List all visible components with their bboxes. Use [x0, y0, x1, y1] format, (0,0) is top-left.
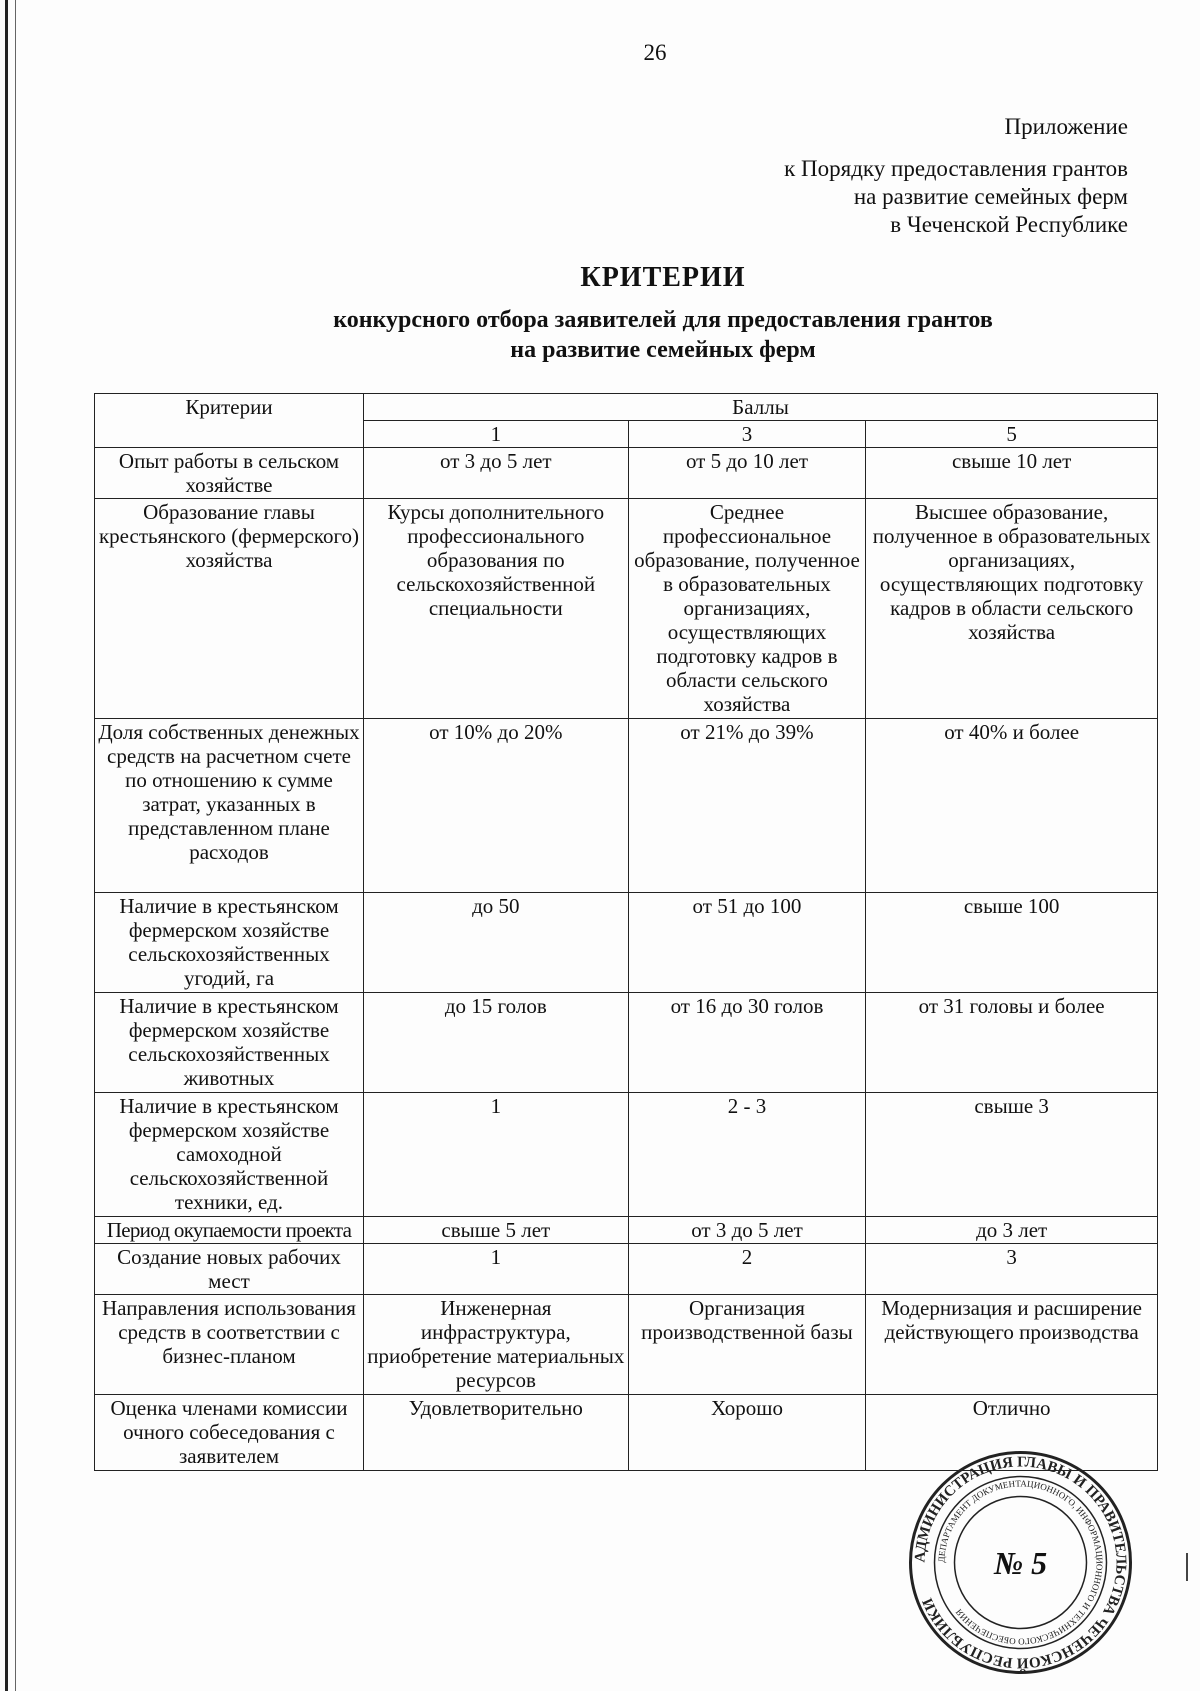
table-row [95, 448, 1158, 499]
score-cell: свыше 10 лет [866, 448, 1158, 499]
score-cell: от 16 до 30 голов [628, 993, 866, 1093]
points-header: Баллы [363, 394, 1157, 421]
criterion-cell: Наличие в крестьянском фермерском хозяйстве сельскохозяйственных угодий, га [95, 893, 364, 993]
point-value-header: 3 [628, 421, 866, 448]
point-value-header: 5 [866, 421, 1158, 448]
subtitle-line: на развитие семейных ферм [510, 337, 816, 363]
appendix-title: Приложение [1004, 114, 1128, 139]
score-cell: Высшее образование, полученное в образовательных организациях, осуществляющих подготовку кадров в области сельского хозяйства [866, 499, 1158, 719]
score-cell: до 15 голов [363, 993, 628, 1093]
criterion-cell: Наличие в крестьянском фермерском хозяйстве сельскохозяйственных животных [95, 993, 364, 1093]
criterion-cell: Наличие в крестьянском фермерском хозяйстве самоходной сельскохозяйственной техники, ед. [95, 1093, 364, 1217]
score-cell: от 40% и более [866, 719, 1158, 893]
margin-mark [1186, 1553, 1188, 1581]
criteria-header: Критерии [95, 394, 364, 448]
score-cell: свыше 100 [866, 893, 1158, 993]
criterion-cell: Создание новых рабочих мест [95, 1244, 364, 1295]
score-cell: от 5 до 10 лет [628, 448, 866, 499]
score-cell: свыше 3 [866, 1093, 1158, 1217]
criterion-cell: Оценка членами комиссии очного собеседования с заявителем [95, 1395, 364, 1471]
score-cell: Удовлетворительно [363, 1395, 628, 1471]
document-subtitle [0, 305, 1200, 365]
score-cell: от 21% до 39% [628, 719, 866, 893]
official-stamp [908, 1450, 1133, 1675]
criterion-cell: Опыт работы в сельском хозяйстве [95, 448, 364, 499]
stamp-number: № 5 [993, 1545, 1048, 1581]
score-cell: Организация производственной базы [628, 1295, 866, 1395]
appendix-ref-line: в Чеченской Республике [890, 212, 1128, 237]
score-cell: Курсы дополнительного профессионального образования по сельскохозяйственной специальности [363, 499, 628, 719]
table-row [95, 1295, 1158, 1395]
criterion-cell: Образование главы крестьянского (фермерского) хозяйства [95, 499, 364, 719]
stamp-inner-text: ДЕПАРТАМЕНТ ДОКУМЕНТАЦИОННОГО, ИНФОРМАЦИОННОГО И ТЕХНИЧЕСКОГО ОБЕСПЕЧЕНИЯ [936, 1478, 1105, 1647]
table-header-row [95, 394, 1158, 421]
score-cell: до 3 лет [866, 1217, 1158, 1244]
criterion-cell: Направления использования средств в соответствии с бизнес-планом [95, 1295, 364, 1395]
criterion-cell: Доля собственных денежных средств на расчетном счете по отношению к сумме затрат, указанных в представленном плане расходов [95, 719, 364, 893]
score-cell: 1 [363, 1244, 628, 1295]
document-title: КРИТЕРИИ [580, 262, 746, 293]
score-cell: 2 - 3 [628, 1093, 866, 1217]
score-cell: Хорошо [628, 1395, 866, 1471]
score-cell: от 31 головы и более [866, 993, 1158, 1093]
table-row [95, 1217, 1158, 1244]
score-cell: от 51 до 100 [628, 893, 866, 993]
table-row [95, 1244, 1158, 1295]
score-cell: Инженерная инфраструктура, приобретение материальных ресурсов [363, 1295, 628, 1395]
appendix-ref-line: на развитие семейных ферм [853, 184, 1128, 209]
score-cell: 2 [628, 1244, 866, 1295]
criterion-cell: Период окупаемости проекта [95, 1217, 364, 1244]
subtitle-line: конкурсного отбора заявителей для предоставления грантов [333, 307, 993, 333]
stamp-outer-text: АДМИНИСТРАЦИЯ ГЛАВЫ И ПРАВИТЕЛЬСТВА ЧЕЧЕНСКОЙ РЕСПУБЛИКИ [912, 1454, 1129, 1671]
table-row [95, 893, 1158, 993]
score-cell: Модернизация и расширение действующего производства [866, 1295, 1158, 1395]
score-cell: Отлично [866, 1395, 1158, 1471]
score-cell: от 10% до 20% [363, 719, 628, 893]
score-cell: от 3 до 5 лет [628, 1217, 866, 1244]
table-row [95, 993, 1158, 1093]
score-cell: 3 [866, 1244, 1158, 1295]
criteria-table [94, 393, 1158, 1471]
table-row [95, 499, 1158, 719]
appendix-reference [784, 155, 1128, 239]
score-cell: Среднее профессиональное образование, полученное в образовательных организациях, осуществляющих подготовку кадров в области сельского хозяйства [628, 499, 866, 719]
table-row [95, 1093, 1158, 1217]
score-cell: от 3 до 5 лет [363, 448, 628, 499]
appendix-ref-line: к Порядку предоставления грантов [784, 156, 1128, 181]
page-number: 26 [643, 40, 667, 65]
score-cell: свыше 5 лет [363, 1217, 628, 1244]
point-value-header: 1 [363, 421, 628, 448]
binding-edge-thin [15, 0, 16, 1691]
binding-edge [5, 0, 8, 1691]
table-row [95, 719, 1158, 893]
score-cell: до 50 [363, 893, 628, 993]
score-cell: 1 [363, 1093, 628, 1217]
